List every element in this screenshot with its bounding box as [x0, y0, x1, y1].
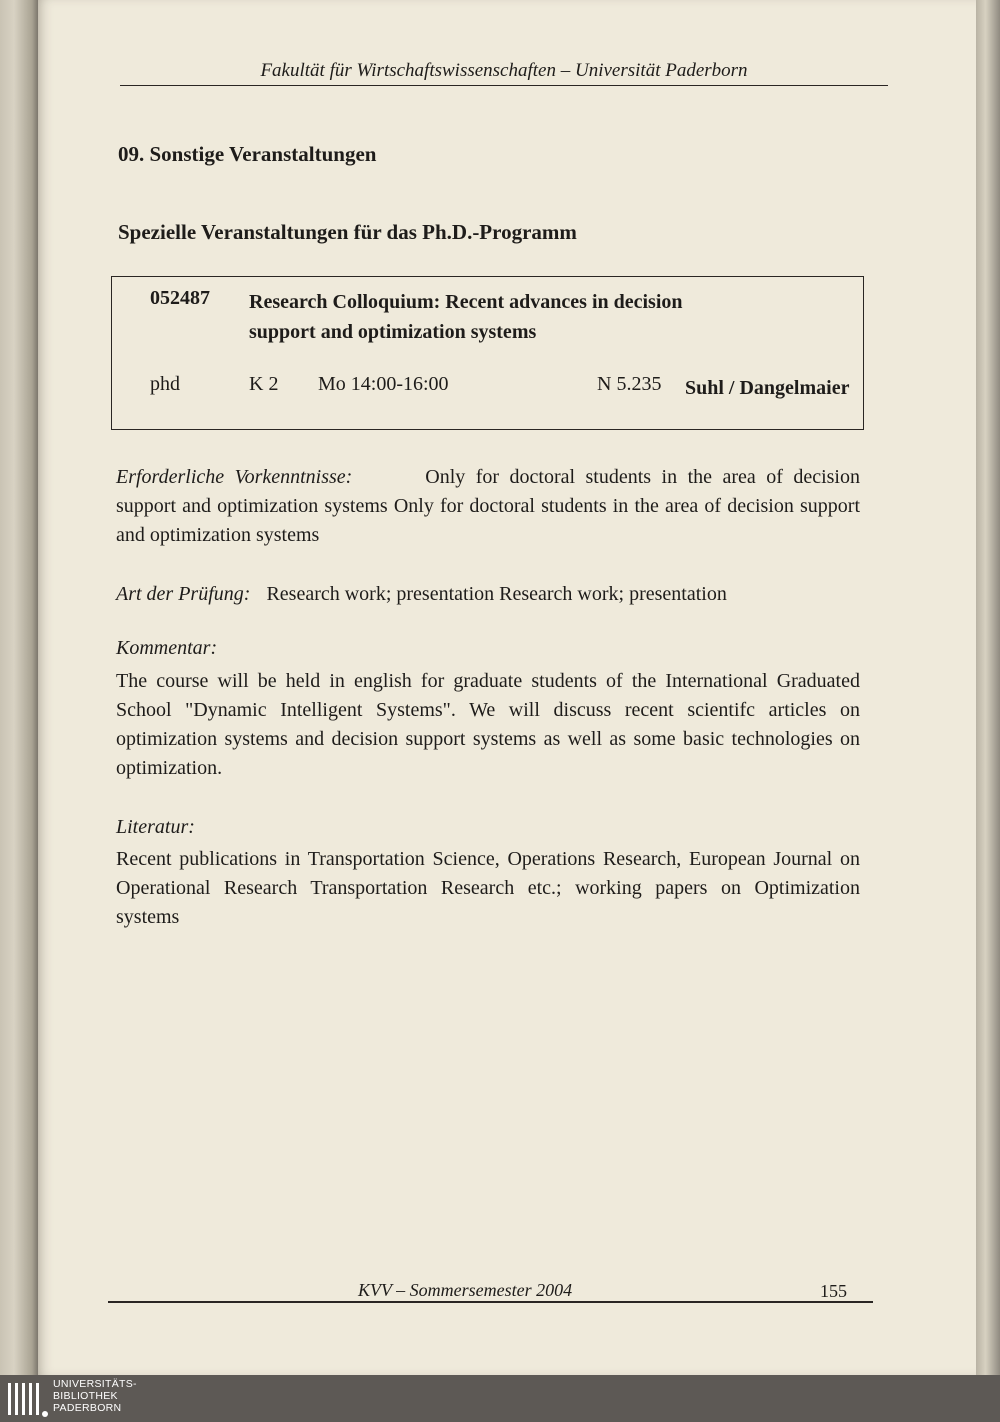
library-name: UNIVERSITÄTS- BIBLIOTHEK PADERBORN: [53, 1378, 137, 1414]
library-bar: [0, 1375, 1000, 1422]
section-title: 09. Sonstige Veranstaltungen: [118, 142, 377, 166]
library-logo-icon: [6, 1379, 50, 1419]
prerequisites: [116, 463, 860, 550]
exam-label: Art der Prüfung:: [116, 583, 251, 605]
subsection-title: Spezielle Veranstaltungen für das Ph.D.-Programm: [118, 220, 577, 244]
course-type: K 2: [249, 373, 279, 395]
page-number: 155: [820, 1281, 847, 1301]
page-footer: [108, 1278, 873, 1308]
course-title: Research Colloquium: Recent advances in decision support and optimization systems: [249, 291, 683, 343]
footer-rule: [108, 1301, 873, 1303]
scan-page-edge-right: [976, 0, 1000, 1375]
comment-label: Kommentar:: [116, 637, 218, 659]
literature-text: Recent publications in Transportation Science, Operations Research, European Journal on Operational Research Transportation Research etc.; working papers on Optimization systems: [116, 848, 860, 928]
footer-title: KVV – Sommersemester 2004: [358, 1280, 573, 1300]
prerequisites-label: Erforderliche Vorkenntnisse:: [116, 466, 353, 488]
header-rule: [120, 85, 888, 86]
literature-label: Literatur:: [116, 816, 195, 838]
comment-text: The course will be held in english for graduate students of the International Graduated School "Dynamic Intelligent Systems". We will discuss recent scientifc articles on optimization systems and decision support systems as well as some basic technologies on optimization.: [116, 670, 860, 779]
course-program: phd: [150, 373, 180, 395]
course-room: N 5.235: [597, 373, 662, 395]
course-box: [111, 276, 864, 430]
exam-text: Research work; presentation Research work; presentation: [266, 583, 727, 605]
scan-page-edge-left: [0, 0, 40, 1375]
page-header: Fakultät für Wirtschaftswissenschaften – Universität Paderborn: [260, 60, 748, 81]
course-lecturer: Suhl / Dangelmaier: [685, 377, 850, 399]
exam-type: [116, 580, 860, 609]
prerequisites-text: Only for doctoral students in the area of decision support and optimization systems Only for doctoral students in the area of decision support and optimization systems: [116, 466, 860, 546]
course-number: 052487: [150, 287, 210, 309]
course-time: Mo 14:00-16:00: [318, 373, 449, 395]
